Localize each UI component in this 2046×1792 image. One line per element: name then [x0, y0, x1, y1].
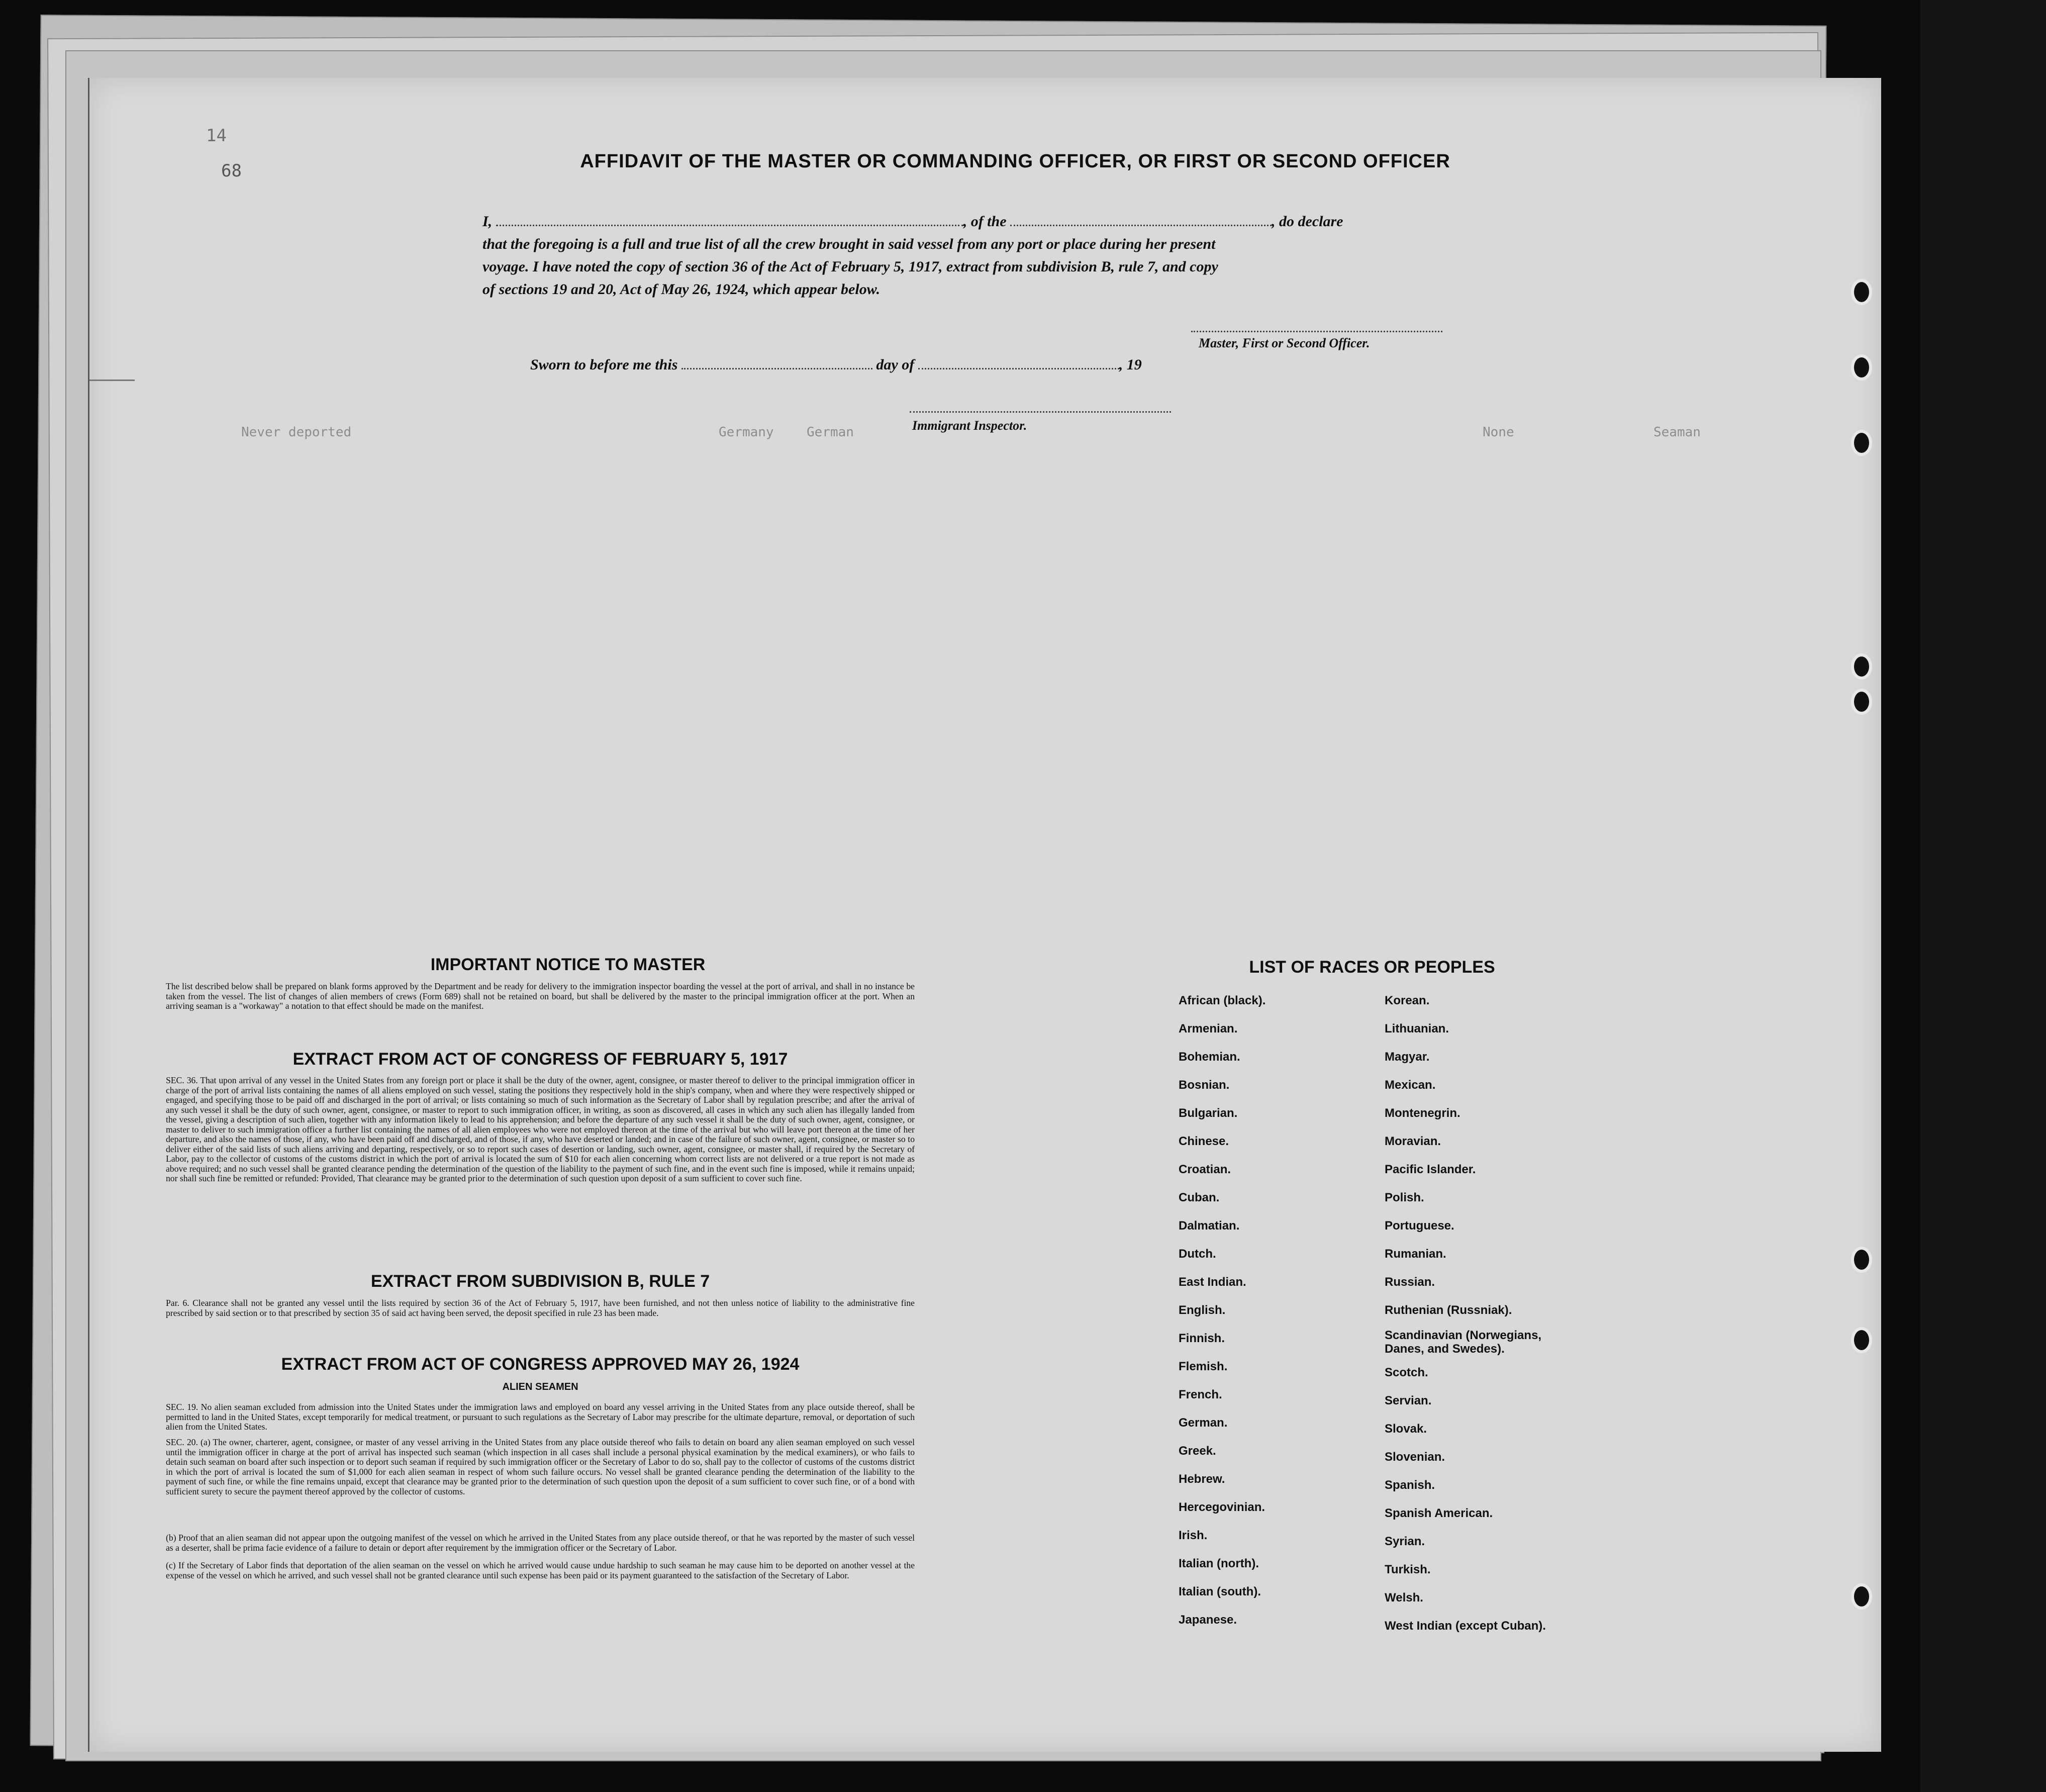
- race-item: Lithuanian.: [1385, 1022, 1449, 1035]
- extract-1917-title: EXTRACT FROM ACT OF CONGRESS OF FEBRUARY 5, 1917: [293, 1050, 788, 1069]
- race-item: East Indian.: [1179, 1275, 1246, 1289]
- bleed-none: None: [1483, 425, 1514, 440]
- race-item: Spanish American.: [1385, 1506, 1493, 1520]
- race-item: Portuguese.: [1385, 1219, 1454, 1233]
- races-title: LIST OF RACES OR PEOPLES: [1249, 958, 1495, 977]
- sworn-label: Sworn to before me this: [530, 356, 678, 373]
- race-item: Syrian.: [1385, 1535, 1425, 1548]
- race-item: Pacific Islander.: [1385, 1163, 1476, 1176]
- race-item: French.: [1179, 1388, 1222, 1401]
- notice-text: The list described below shall be prepared on blank forms approved by the Department and be ready for delivery to the immigration inspector boarding the vessel at the port of arrival, and shall in no instance be taken from the vessel. The list of changes of alien members of crews (Form 689) shall not be retained on board, but shall be delivered by the master to the principal immigration officer at the port. When an arriving seaman is a "workaway" a notation to that effect should be made on the manifest.: [166, 981, 915, 1011]
- subdivision-title: EXTRACT FROM SUBDIVISION B, RULE 7: [370, 1272, 710, 1291]
- affidavit-do-declare: , do declare: [1272, 213, 1343, 230]
- race-item: English.: [1179, 1303, 1226, 1317]
- race-item: Cuban.: [1179, 1191, 1220, 1204]
- sheet-number-mark: 14: [206, 126, 227, 146]
- extract-1924-sec20: SEC. 20. (a) The owner, charterer, agent, consignee, or master of any vessel arriving in the United States from any place outside thereof who fails to detain on board any alien seaman employed on such vessel until the immigration officer in charge at the port of arrival has inspected such seaman (which inspection in all cases shall include a personal physical examination by the medical examiners), or who fails to detain such seaman on board after such inspection or to deport such seaman if required by such immigration officer or the Secretary of Labor to do so, shall pay to the collector of customs of the customs district in which the port of arrival is located the sum of $1,000 for each alien seaman in respect of whom such failure occurs. No vessel shall be granted clearance pending the determination of the liability to the payment of such fine, or while the fine remains unpaid, except that clearance may be granted prior to the determination of such question upon the deposit of a sum sufficient to cover such fine, or of a bond with sufficient surety to secure the payment thereof approved by the collector of customs.: [166, 1437, 915, 1496]
- signature-line: [1191, 331, 1442, 332]
- extract-1924-subtitle: ALIEN SEAMEN: [502, 1381, 578, 1392]
- race-item: Hebrew.: [1179, 1472, 1225, 1486]
- vessel-name-field: [1010, 212, 1272, 226]
- race-item: Hercegovinian.: [1179, 1500, 1265, 1514]
- punch-hole-8: [1851, 1583, 1872, 1610]
- binder-clip: [89, 380, 135, 381]
- affidavit-i-label: I,: [482, 213, 493, 230]
- race-item: Mexican.: [1385, 1078, 1436, 1092]
- inspector-caption: Immigrant Inspector.: [912, 418, 1027, 433]
- year-prefix: , 19: [1119, 356, 1142, 373]
- race-item: Welsh.: [1385, 1591, 1423, 1605]
- subdivision-text: Par. 6. Clearance shall not be granted any vessel until the lists required by section 36 of the Act of February 5, 1917, have been furnished, and not then unless notice of liability to the administrative fine prescribed by said section or to that prescribed by section 35 of said act having been served, the deposit specified in rule 23 has been made.: [166, 1298, 915, 1318]
- race-item: Polish.: [1385, 1191, 1424, 1204]
- affidavit-title: AFFIDAVIT OF THE MASTER OR COMMANDING OFFICER, OR FIRST OR SECOND OFFICER: [580, 151, 1450, 172]
- race-item: Korean.: [1385, 994, 1430, 1007]
- inspector-line: [910, 411, 1171, 413]
- extract-1924-sec19: SEC. 19. No alien seaman excluded from admission into the United States under the immigration laws and employed on board any vessel arriving in the United States from any place outside thereof, shall be permitted to land in the United States, except temporarily for medical treatment, or pursuant to such regulations as the Secretary of Labor may prescribe for the ultimate departure, removal, or deportation of such alien from the United States.: [166, 1402, 915, 1432]
- punch-hole-7: [1851, 1327, 1872, 1353]
- race-item: Bulgarian.: [1179, 1106, 1238, 1120]
- race-item: Finnish.: [1179, 1332, 1225, 1345]
- race-item: Dalmatian.: [1179, 1219, 1240, 1233]
- race-item: West Indian (except Cuban).: [1385, 1619, 1546, 1633]
- race-item: Montenegrin.: [1385, 1106, 1460, 1120]
- punch-hole-2: [1851, 354, 1872, 381]
- affidavit-line-1: [482, 211, 1518, 232]
- race-item: Greek.: [1179, 1444, 1216, 1458]
- race-item: Moravian.: [1385, 1135, 1441, 1148]
- punch-hole-5: [1851, 689, 1872, 715]
- sworn-month-field: [918, 355, 1119, 369]
- race-item: Scotch.: [1385, 1366, 1428, 1379]
- race-item: Ruthenian (Russniak).: [1385, 1303, 1512, 1317]
- race-item: Servian.: [1385, 1394, 1432, 1407]
- punch-hole-6: [1851, 1247, 1872, 1273]
- race-item: Bosnian.: [1179, 1078, 1230, 1092]
- extract-1924-sec20b: (b) Proof that an alien seaman did not appear upon the outgoing manifest of the vessel on which he arrived in the United States from any place outside thereof, or that he was reported by the master of such vessel as a deserter, shall be prima facie evidence of a failure to detain or deport after requirement by the immigration officer or the Secretary of Labor.: [166, 1533, 915, 1553]
- extract-1924-sec20c: (c) If the Secretary of Labor finds that deportation of the alien seaman on the vessel on which he arrived would cause undue hardship to such seaman he may cause him to be deported on another vessel at the expense of the vessel on which he arrived, and such vessel shall not be granted clearance until such expense has been paid or its payment guaranteed to the satisfaction of the Secretary of Labor.: [166, 1560, 915, 1580]
- race-item: Japanese.: [1179, 1613, 1237, 1627]
- race-item: Chinese.: [1179, 1135, 1229, 1148]
- race-item: Flemish.: [1179, 1360, 1228, 1373]
- affidavit-of-the: , of the: [963, 213, 1007, 230]
- race-item: Croatian.: [1179, 1163, 1231, 1176]
- punch-hole-4: [1851, 653, 1872, 680]
- bleed-rank: Seaman: [1653, 425, 1701, 440]
- race-item: Scandinavian (Norwegians, Danes, and Swedes).: [1385, 1329, 1542, 1356]
- signature-caption: Master, First or Second Officer.: [1199, 336, 1370, 350]
- race-item: Magyar.: [1385, 1050, 1430, 1064]
- dark-background-strip: [1920, 0, 2046, 1792]
- day-of-label: day of: [876, 356, 915, 373]
- notice-title: IMPORTANT NOTICE TO MASTER: [430, 955, 706, 974]
- race-item: Armenian.: [1179, 1022, 1238, 1035]
- bleed-status: Never deported: [241, 425, 352, 440]
- race-item: Slovenian.: [1385, 1450, 1445, 1464]
- sworn-line: [530, 354, 1234, 375]
- extract-1924-title: EXTRACT FROM ACT OF CONGRESS APPROVED MAY 26, 1924: [281, 1355, 800, 1374]
- race-item: Irish.: [1179, 1529, 1208, 1542]
- bleed-race: German: [807, 425, 854, 440]
- extract-1917-text: SEC. 36. That upon arrival of any vessel in the United States from any foreign port or place it shall be the duty of the owner, agent, consignee, or master thereof to deliver to the principal immigration officer in charge of the port of arrival lists containing the names of all aliens employed on such vessel, stating the positions they respectively hold in the ship's company, when and where they were respectively shipped or engaged, and specifying those to be paid off and discharged in the port of arrival; or lists containing so much of such information as the Secretary of Labor shall by regulation prescribe; and after the arrival of any such vessel it shall be the duty of such owner, agent, consignee, or master to report to such immigration officer, in writing, as soon as discovered, all cases in which any such alien has illegally landed from the vessel, giving a description of such alien, together with any information likely to lead to his apprehension; and before the departure of any such vessel it shall be the duty of such owner, agent, consignee, or master to deliver to such immigration officer a further list containing the names of all alien employees who were not employed thereon at the time of the arrival but who will leave port thereon at the time of her departure, and also the names of those, if any, who have been paid off and discharged, and of those, if any, who have deserted or landed; and in case of the failure of such owner, agent, consignee, or master so to deliver either of the said lists of such aliens arriving and departing, respectively, or so to report such cases of desertion or landing, such owner, agent, consignee, or master shall, if required by the Secretary of Labor, pay to the collector of customs of the customs district in which the port of arrival is located the sum of $10 for each alien concerning whom correct lists are not delivered or a true report is not made as above required; and no such vessel shall be granted clearance pending the determination of the question of the liability to the payment of such fine, and in the event such fine is imposed, while it remains unpaid; nor shall such fine be remitted or refunded: Provided, That clearance may be granted prior to the determination of such question upon deposit of a sum sufficient to cover such fine.: [166, 1075, 915, 1183]
- race-item: Spanish.: [1385, 1478, 1435, 1492]
- race-item: Slovak.: [1385, 1422, 1427, 1436]
- bleed-nationality: Germany: [719, 425, 774, 440]
- race-item: Bohemian.: [1179, 1050, 1240, 1064]
- race-item: German.: [1179, 1416, 1228, 1430]
- race-item: African (black).: [1179, 994, 1266, 1007]
- race-item: Rumanian.: [1385, 1247, 1446, 1261]
- master-name-field: [496, 212, 963, 226]
- affidavit-sheet: [88, 78, 1881, 1752]
- sworn-date-field: [681, 355, 872, 369]
- affidavit-line-3: voyage. I have noted the copy of section 36 of the Act of February 5, 1917, extract from subdivision B, rule 7, and copy: [482, 258, 1218, 275]
- race-item: Dutch.: [1179, 1247, 1216, 1261]
- race-item: Russian.: [1385, 1275, 1435, 1289]
- punch-hole-1: [1851, 279, 1872, 305]
- race-item: Italian (north).: [1179, 1557, 1259, 1570]
- punch-hole-3: [1851, 430, 1872, 456]
- race-item: Italian (south).: [1179, 1585, 1261, 1598]
- affidavit-line-4: of sections 19 and 20, Act of May 26, 1924, which appear below.: [482, 281, 881, 298]
- affidavit-line-2: that the foregoing is a full and true list of all the crew brought in said vessel from any port or place during her present: [482, 236, 1216, 252]
- race-item: Turkish.: [1385, 1563, 1431, 1576]
- page-number-mark: 68: [221, 161, 242, 181]
